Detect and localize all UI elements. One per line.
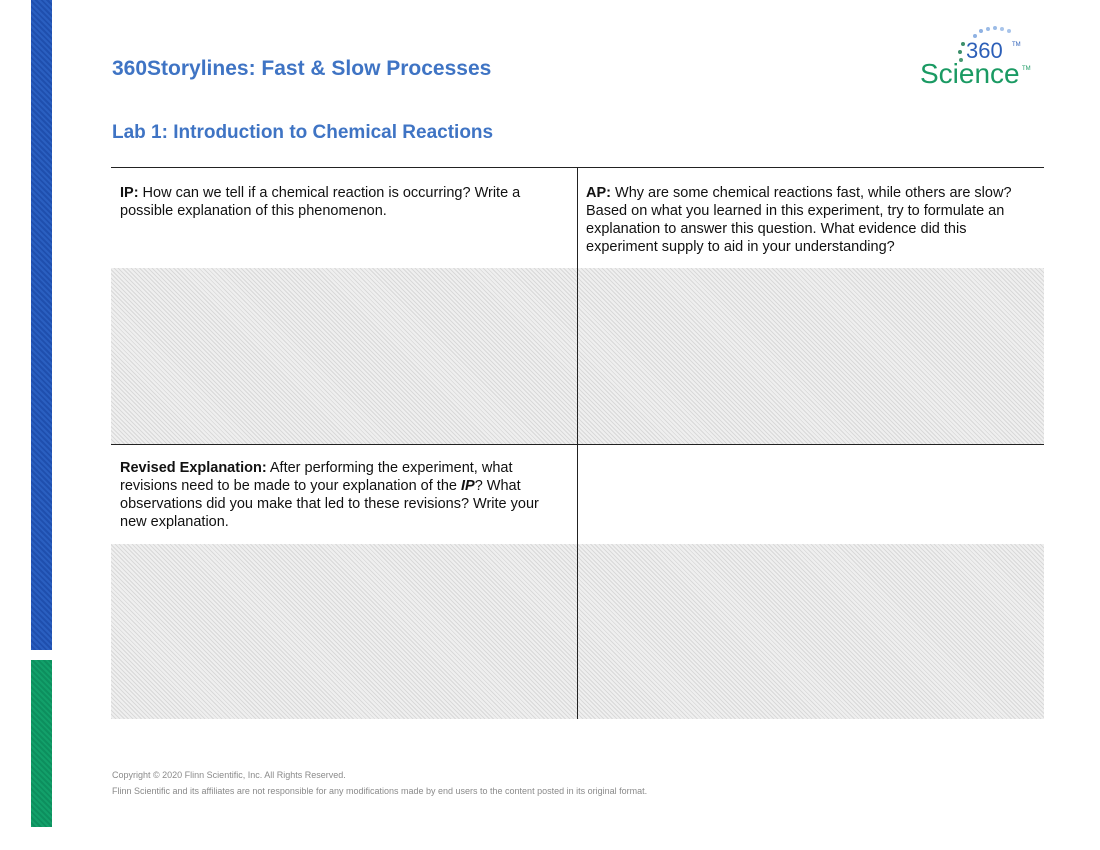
logo-number-trademark: TM (1012, 42, 1021, 48)
ip-prompt (120, 184, 560, 220)
revised-label: Revised Explanation: (120, 460, 267, 476)
logo-number: 360 (966, 38, 1003, 63)
ap-answer-area[interactable] (578, 268, 1044, 444)
ip-answer-area[interactable] (111, 268, 577, 444)
revised-prompt (120, 459, 568, 531)
explanation-table (111, 167, 1044, 719)
blank-answer-area[interactable] (578, 544, 1044, 719)
ap-label: AP: (586, 185, 611, 201)
page-title: 360Storylines: Fast & Slow Processes (112, 57, 492, 80)
revised-answer-area[interactable] (111, 544, 577, 719)
disclaimer-text: Flinn Scientific and its affiliates are not responsible for any modifications made by end users to the content posted in its original format. (112, 786, 648, 796)
revised-text-after: ? What observations did you make that led to these revisions? Write your new explanation. (120, 478, 539, 530)
ip-label: IP: (120, 185, 139, 201)
logo-trademark: TM (1022, 66, 1031, 72)
left-green-bar (31, 660, 52, 827)
copyright-text: Copyright © 2020 Flinn Scientific, Inc. All Rights Reserved. (112, 770, 346, 780)
360-science-logo (918, 26, 1031, 90)
lab-title: Lab 1: Introduction to Chemical Reactions (112, 122, 494, 143)
ap-text: Why are some chemical reactions fast, while others are slow? Based on what you learned in this experiment, try to formulate an explanation to answer this question. What evidence did this experiment supply to aid in your understanding? (586, 185, 1012, 255)
left-blue-bar (31, 0, 52, 650)
ap-prompt (586, 184, 1038, 256)
ip-text: How can we tell if a chemical reaction is occurring? Write a possible explanation of this phenomenon. (120, 185, 521, 219)
column-divider (577, 168, 578, 719)
logo-word: Science (920, 58, 1020, 89)
revised-text-before: After performing the experiment, what revisions need to be made to your explanation of the (120, 460, 513, 494)
revised-ip-emphasis: IP (460, 478, 475, 494)
